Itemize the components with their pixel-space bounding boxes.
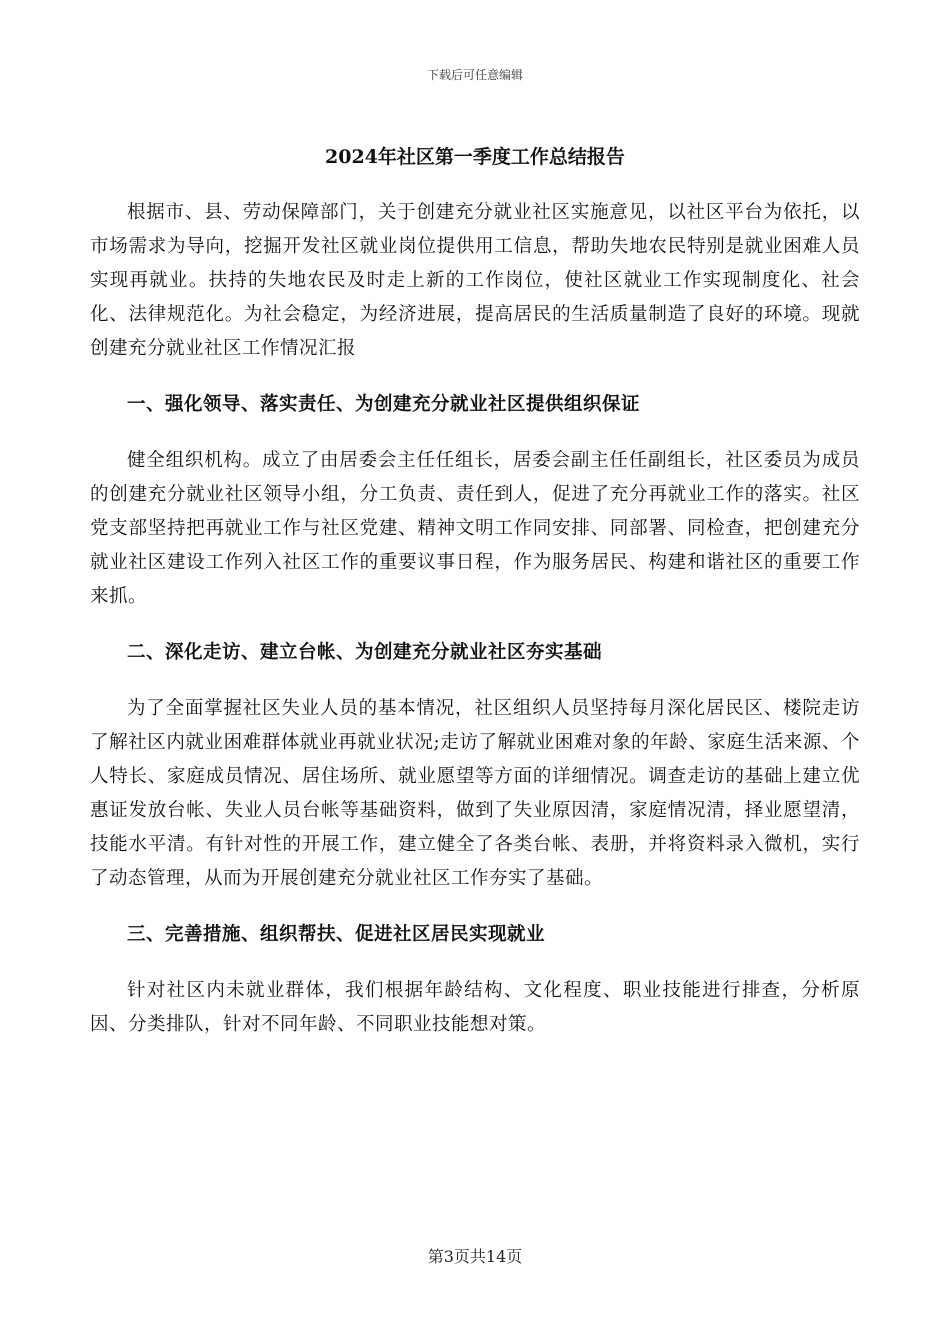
header-note: 下载后可任意编辑 [426, 68, 523, 82]
section-paragraph: 健全组织机构。成立了由居委会主任任组长，居委会副主任任副组长，社区委员为成员的创建充分就业社区领导小组，分工负责、责任到人，促进了充分再就业工作的落实。社区党支部坚持把再就业工作与社区党建、精神文明工作同安排、同部署、同检查，把创建充分就业社区建设工作列入社区工作的重要议事日程，作为服务居民、构建和谐社区的重要工作来抓。 [90, 450, 860, 607]
section-heading: 一、强化领导、落实责任、为创建充分就业社区提供组织保证 [127, 394, 641, 415]
section-heading: 三、完善措施、组织帮扶、促进社区居民实现就业 [127, 924, 546, 945]
intro-paragraph: 根据市、县、劳动保障部门，关于创建充分就业社区实施意见，以社区平台为依托，以市场需求为导向，挖掘开发社区就业岗位提供用工信息，帮助失地农民特别是就业困难人员实现再就业。扶持的失地农民及时走上新的工作岗位，使社区就业工作实现制度化、社会化、法律规范化。为社会稳定，为经济进展，提高居民的生活质量制造了良好的环境。现就创建充分就业社区工作情况汇报 [90, 202, 860, 359]
document-title: 2024年社区第一季度工作总结报告 [325, 146, 625, 168]
document-body [90, 140, 860, 1064]
section-paragraph: 针对社区内未就业群体，我们根据年龄结构、文化程度、职业技能进行排查，分析原因、分类排队，针对不同年龄、不同职业技能想对策。 [90, 980, 860, 1035]
page-number: 第3页共14页 [427, 1247, 523, 1266]
section-heading: 二、深化走访、建立台帐、为创建充分就业社区夯实基础 [127, 642, 603, 663]
section-paragraph: 为了全面掌握社区失业人员的基本情况，社区组织人员坚持每月深化居民区、楼院走访了解社区内就业困难群体就业再就业状况;走访了解就业困难对象的年龄、家庭生活来源、个人特长、家庭成员情况、居住场所、就业愿望等方面的详细情况。调查走访的基础上建立优惠证发放台帐、失业人员台帐等基础资料，做到了失业原因清，家庭情况清，择业愿望清，技能水平清。有针对性的开展工作，建立健全了各类台帐、表册，并将资料录入微机，实行了动态管理，从而为开展创建充分就业社区工作夯实了基础。 [90, 698, 860, 889]
